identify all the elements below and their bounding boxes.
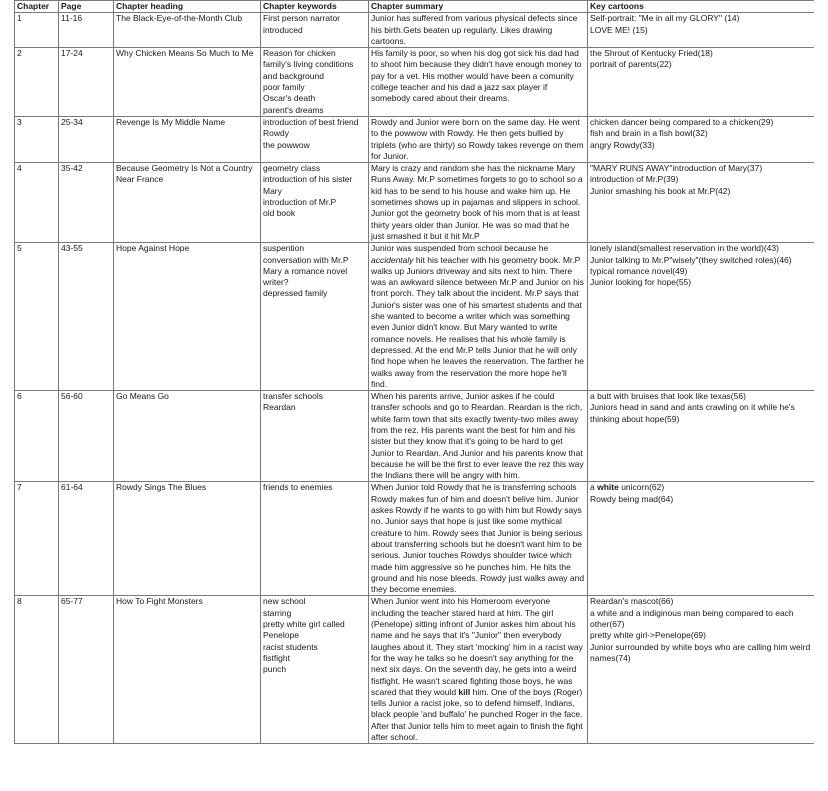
chapter-heading: How To Fight Monsters xyxy=(114,596,261,744)
cartoon-entry: LOVE ME! (15) xyxy=(590,24,648,35)
cartoon-entry: typical romance novel(49) xyxy=(590,265,688,276)
chapter-keywords xyxy=(261,48,369,117)
cartoon-entry: pretty white girl->Penelope(69) xyxy=(590,630,706,641)
chapter-number: 5 xyxy=(15,243,59,391)
table-row xyxy=(15,391,815,482)
cartoon-entry: Rowdy being mad(64) xyxy=(590,493,674,504)
cartoon-entry: Self-portrait: "Me in all my GLORY" (14) xyxy=(590,13,740,24)
keyword: transfer schools xyxy=(263,391,323,402)
keyword: starring xyxy=(263,607,292,618)
cartoon-entry: a butt with bruises that look like texas(56) xyxy=(590,391,746,402)
chapter-summary: Mary is crazy and random she has the nickname Mary Runs Away. Mr.P sometimes forgets to go to school so a kid has to be send to his house and wake him up. He sometimes shows up in pajamas and slippers in school. Junior got the geometry book of his mom that is at least thirty years older than Junior. He was so mad that he just smashed it but it hit Mr.P xyxy=(369,163,588,243)
keyword: depressed family xyxy=(263,288,328,299)
summary-emphasis: kill xyxy=(458,686,471,697)
chapter-summary: Junior has suffered from various physical defects since his birth.Gets beaten up regularly. Likes drawing cartoons. xyxy=(369,13,588,48)
chapter-heading: Go Means Go xyxy=(114,391,261,482)
chapter-heading: The Black-Eye-of-the-Month Club xyxy=(114,13,261,48)
keyword: conversation with Mr.P xyxy=(263,254,349,265)
cartoon-entry: angry Rowdy(33) xyxy=(590,139,655,150)
keyword: poor family xyxy=(263,82,305,93)
keyword: Reardan xyxy=(263,402,296,413)
table-row xyxy=(15,163,815,243)
page-range: 43-55 xyxy=(59,243,114,391)
chapter-keywords xyxy=(261,243,369,391)
document-page xyxy=(14,0,814,791)
table-row xyxy=(15,116,815,162)
chapter-number: 3 xyxy=(15,116,59,162)
keyword: suspention xyxy=(263,243,305,254)
cartoon-text: a xyxy=(590,482,598,493)
keyword: Reason for chicken family's living conditions and background xyxy=(263,48,354,81)
cartoon-entry: Reardan's mascot(66) xyxy=(590,596,674,607)
keyword: old book xyxy=(263,208,296,219)
chapter-keywords xyxy=(261,596,369,744)
header-chapter-summary: Chapter summary xyxy=(369,1,588,13)
chapter-number: 7 xyxy=(15,482,59,596)
key-cartoons xyxy=(588,13,815,48)
summary-text: Junior was suspended from school because he xyxy=(371,243,549,254)
keyword: geometry class xyxy=(263,163,321,174)
summary-text: hit his teacher with his geometry book. Mr.P walks up Juniors driveway and sits next to him. There was an awkward silence between Mr.P and Junior on his front porch. They talk about the incident. Mr.P says that Junior's sister was one of his smartest students and that she wanted to become a writer which was something even Junior didn't know. But Mary wanted to write romance novels. He realises that his whole family is depressed. At the end Mr.P tells Junior that he will only find hope when he leaves the reservation. The farther he walks away from the reservation the more hope he'll find. xyxy=(371,254,584,389)
header-key-cartoons: Key cartoons xyxy=(588,1,815,13)
chapter-heading: Hope Against Hope xyxy=(114,243,261,391)
cartoon-entry: fish and brain in a fish bowl(32) xyxy=(590,128,708,139)
page-range: 11-16 xyxy=(59,13,114,48)
page-range: 65-77 xyxy=(59,596,114,744)
table-row xyxy=(15,13,815,48)
keyword: the powwow xyxy=(263,139,310,150)
keyword: pretty white girl called Penelope xyxy=(263,619,345,641)
cartoon-entry: the Shrout of Kentucky Fried(18) xyxy=(590,48,713,59)
table-header-row xyxy=(15,1,815,13)
chapter-number: 6 xyxy=(15,391,59,482)
chapter-number: 4 xyxy=(15,163,59,243)
chapter-summary: Rowdy and Junior were born on the same day. He went to the powwow with Rowdy. He then gets bullied by triplets (who are thirty) so Rowdy takes revenge on them for Junior. xyxy=(369,116,588,162)
key-cartoons xyxy=(588,163,815,243)
chapter-summary xyxy=(369,596,588,744)
cartoon-emphasis: white xyxy=(597,482,619,493)
chapter-keywords xyxy=(261,163,369,243)
header-chapter-keywords: Chapter keywords xyxy=(261,1,369,13)
key-cartoons xyxy=(588,391,815,482)
cartoon-entry: a white and a indiginous man being compared to each other(67) xyxy=(590,607,794,630)
key-cartoons xyxy=(588,596,815,744)
cartoon-entry: Junior talking to Mr.P"wisely"(they switched roles)(46) xyxy=(590,254,792,265)
page-range: 35-42 xyxy=(59,163,114,243)
keyword: introduction of Mr.P xyxy=(263,197,337,208)
summary-emphasis: accidentaly xyxy=(371,254,414,265)
chapter-number: 2 xyxy=(15,48,59,117)
table-row xyxy=(15,596,815,744)
cartoon-entry xyxy=(590,482,812,493)
key-cartoons xyxy=(588,48,815,117)
cartoon-entry: lonely island(smallest reservation in the world)(43) xyxy=(590,243,779,254)
summary-text: him. One of the boys (Roger) tells Junior a racist joke, so to defend himself, Indians, black people 'and buffalo' he punched Roger in the face. After that Junior tells him to meet again to finish the fight after school. xyxy=(371,686,583,742)
chapter-keywords xyxy=(261,482,369,596)
cartoon-text: unicorn(62) xyxy=(618,482,665,493)
chapter-summary: His family is poor, so when his dog got sick his dad had to shoot him because they didn't have enough money to pay for a vet. His mother would have been a comunity college teacher and his dad a jazz sax player if somebody cared about their dreams. xyxy=(369,48,588,117)
header-chapter-heading: Chapter heading xyxy=(114,1,261,13)
cartoon-entry: portrait of parents(22) xyxy=(590,59,672,70)
page-range: 17-24 xyxy=(59,48,114,117)
key-cartoons xyxy=(588,482,815,596)
chapter-heading: Why Chicken Means So Much to Me xyxy=(114,48,261,117)
chapter-summary xyxy=(369,243,588,391)
chapter-heading: Revenge Is My Middle Name xyxy=(114,116,261,162)
cartoon-entry: introduction of Mr.P(39) xyxy=(590,174,679,185)
summary-text: When Junior went into his Homeroom everyone including the teacher stared hard at him. The girl (Penelope) sitting infront of Junior askes him about his name and he says that it's "Junior" then everybody laughes about it. They start 'mocking' him in a racist way for the way he talks so he doesn't say anything for the next six days. On the seventh day, he gets into a weird fistfight. He wasn't scared fighting those boys, he was scared that they would xyxy=(371,596,583,697)
table-row xyxy=(15,482,815,596)
key-cartoons xyxy=(588,243,815,391)
cartoon-entry: Juniors head in sand and ants crawling on it while he's thinking about hope(59) xyxy=(590,402,795,424)
header-page: Page xyxy=(59,1,114,13)
cartoon-entry: chicken dancer being compared to a chicken(29) xyxy=(590,116,774,127)
chapter-heading: Rowdy Sings The Blues xyxy=(114,482,261,596)
keyword: First person narrator introduced xyxy=(263,13,340,35)
keyword: fistfight xyxy=(263,652,290,663)
cartoon-entry: Junior surrounded by white boys who are calling him weird names(74) xyxy=(590,641,811,663)
chapter-number: 8 xyxy=(15,596,59,744)
chapter-summary: When his parents arrive, Junior askes if he could transfer schools and go to Reardan. Reardan is the rich, white farm town that sits exactly twenty-two miles away from the rez. His parents want the best for him and his sister but they know that it's going to be hard to get Junior to Reardan. And Junior and his parents know that because he will be the first to ever leave the rez this way the Indians there will be angry with him. xyxy=(369,391,588,482)
chapter-table xyxy=(14,0,814,744)
chapter-keywords xyxy=(261,116,369,162)
keyword: racist students xyxy=(263,641,318,652)
chapter-number: 1 xyxy=(15,13,59,48)
table-row xyxy=(15,243,815,391)
cartoon-entry: Junior looking for hope(55) xyxy=(590,277,692,288)
keyword: introduction of his sister Mary xyxy=(263,174,353,196)
table-row xyxy=(15,48,815,117)
page-range: 25-34 xyxy=(59,116,114,162)
chapter-summary: When Junior told Rowdy that he is transferring schools Rowdy makes fun of him and doesn't belive him. Junior askes Rowdy if he wants to go with him but Rowdy says no. Junior says that hope is just like some mythical creature to him. Rowdy sees that Junior is being serious about transferring schools but he doesn't want him to be serious. Junior touches Rowdys shoulder twice which made him aggressive so he punches him. He hits the ground and his nose bleeds. Rowdy just walks away and they become enemies. xyxy=(369,482,588,596)
header-chapter: Chapter xyxy=(15,1,59,13)
key-cartoons xyxy=(588,116,815,162)
page-range: 61-64 xyxy=(59,482,114,596)
keyword: Mary a romance novel writer? xyxy=(263,265,348,288)
keyword: introduction of best friend Rowdy xyxy=(263,116,359,139)
keyword: parent's dreams xyxy=(263,104,324,115)
keyword: Oscar's death xyxy=(263,93,316,104)
keyword: friends to enemies xyxy=(263,482,333,493)
chapter-keywords xyxy=(261,391,369,482)
keyword: punch xyxy=(263,664,287,675)
page-range: 56-60 xyxy=(59,391,114,482)
cartoon-entry: "MARY RUNS AWAY"introduction of Mary(37) xyxy=(590,163,763,174)
keyword: new school xyxy=(263,596,306,607)
chapter-keywords xyxy=(261,13,369,48)
chapter-heading: Because Geometry Is Not a Country Near France xyxy=(114,163,261,243)
cartoon-entry: Junior smashing his book at Mr.P(42) xyxy=(590,185,731,196)
